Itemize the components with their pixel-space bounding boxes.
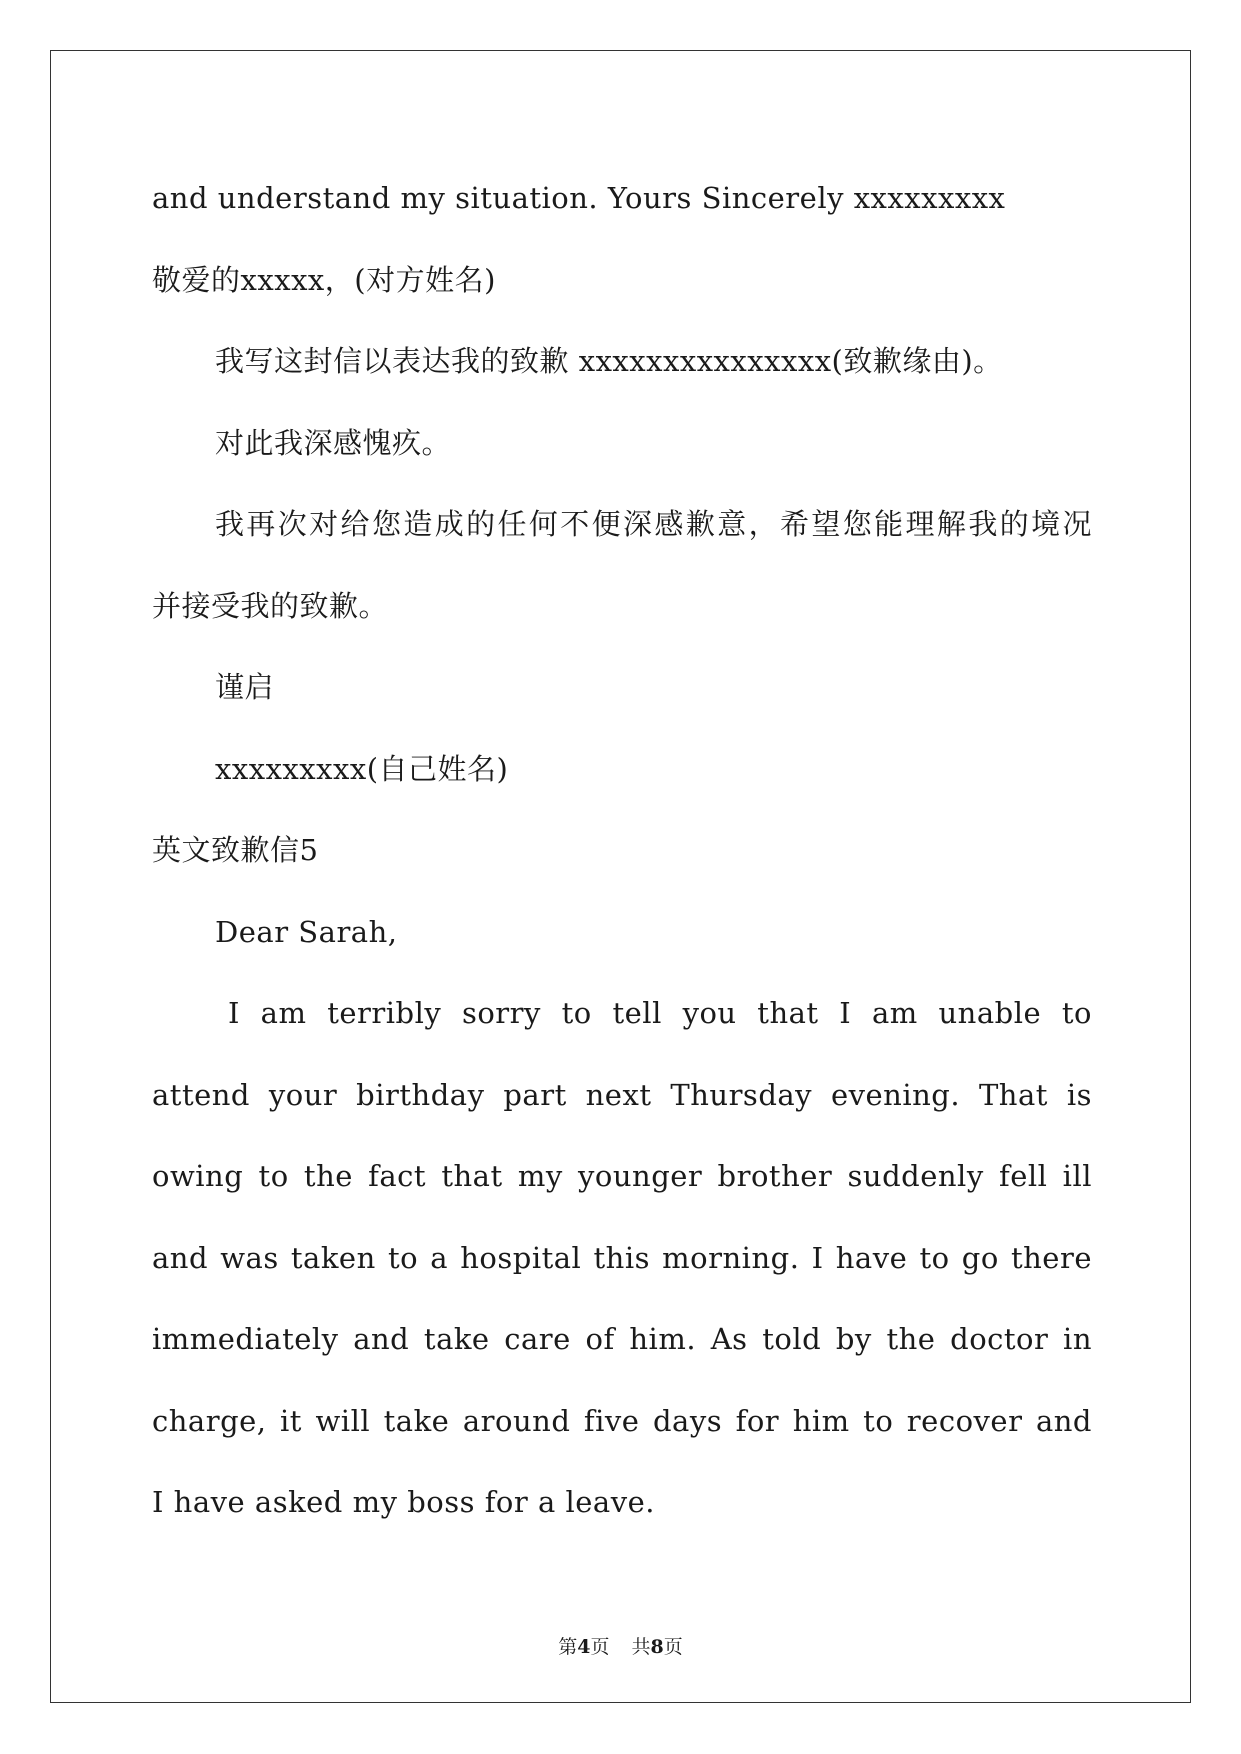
body-line: charge, it will take around five days for him to recover and (152, 1403, 1092, 1438)
footer-total-prefix: 共 (631, 1636, 651, 1658)
signature-line: xxxxxxxxx(自己姓名) (215, 751, 509, 786)
body-line: I am terribly sorry to tell you that I am unable to (228, 996, 1092, 1030)
salutation-line: 敬爱的xxxxx，(对方姓名) (152, 262, 496, 297)
closing-line: 谨启 (215, 670, 275, 704)
total-pages-number: 8 (650, 1636, 664, 1658)
salutation-line: Dear Sarah, (215, 914, 398, 949)
section-heading: 英文致歉信5 (152, 833, 319, 867)
body-line: 对此我深感愧疚。 (215, 425, 452, 460)
body-line: immediately and take care of him. As told by the doctor in (152, 1322, 1092, 1356)
body-line: 我写这封信以表达我的致歉 xxxxxxxxxxxxxxx(致歉缘由)。 (215, 344, 1003, 378)
footer-prefix: 第 (558, 1636, 578, 1658)
body-line: attend your birthday part next Thursday evening. That is (152, 1077, 1092, 1112)
body-line: owing to the fact that my younger brother suddenly fell ill (152, 1159, 1092, 1193)
body-line: I have asked my boss for a leave. (152, 1485, 655, 1519)
document-body (152, 158, 1092, 1544)
page-footer (0, 1632, 1241, 1659)
body-line: and understand my situation. Yours Sincerely xxxxxxxxx (152, 181, 1006, 215)
current-page-number: 4 (577, 1636, 591, 1658)
body-line: and was taken to a hospital this morning. I have to go there (152, 1240, 1092, 1275)
body-line: 并接受我的致歉。 (152, 588, 389, 623)
footer-total-suffix: 页 (663, 1636, 683, 1658)
footer-page-suffix: 页 (590, 1636, 610, 1658)
body-line: 我再次对给您造成的任何不便深感歉意，希望您能理解我的境况 (215, 507, 1092, 541)
